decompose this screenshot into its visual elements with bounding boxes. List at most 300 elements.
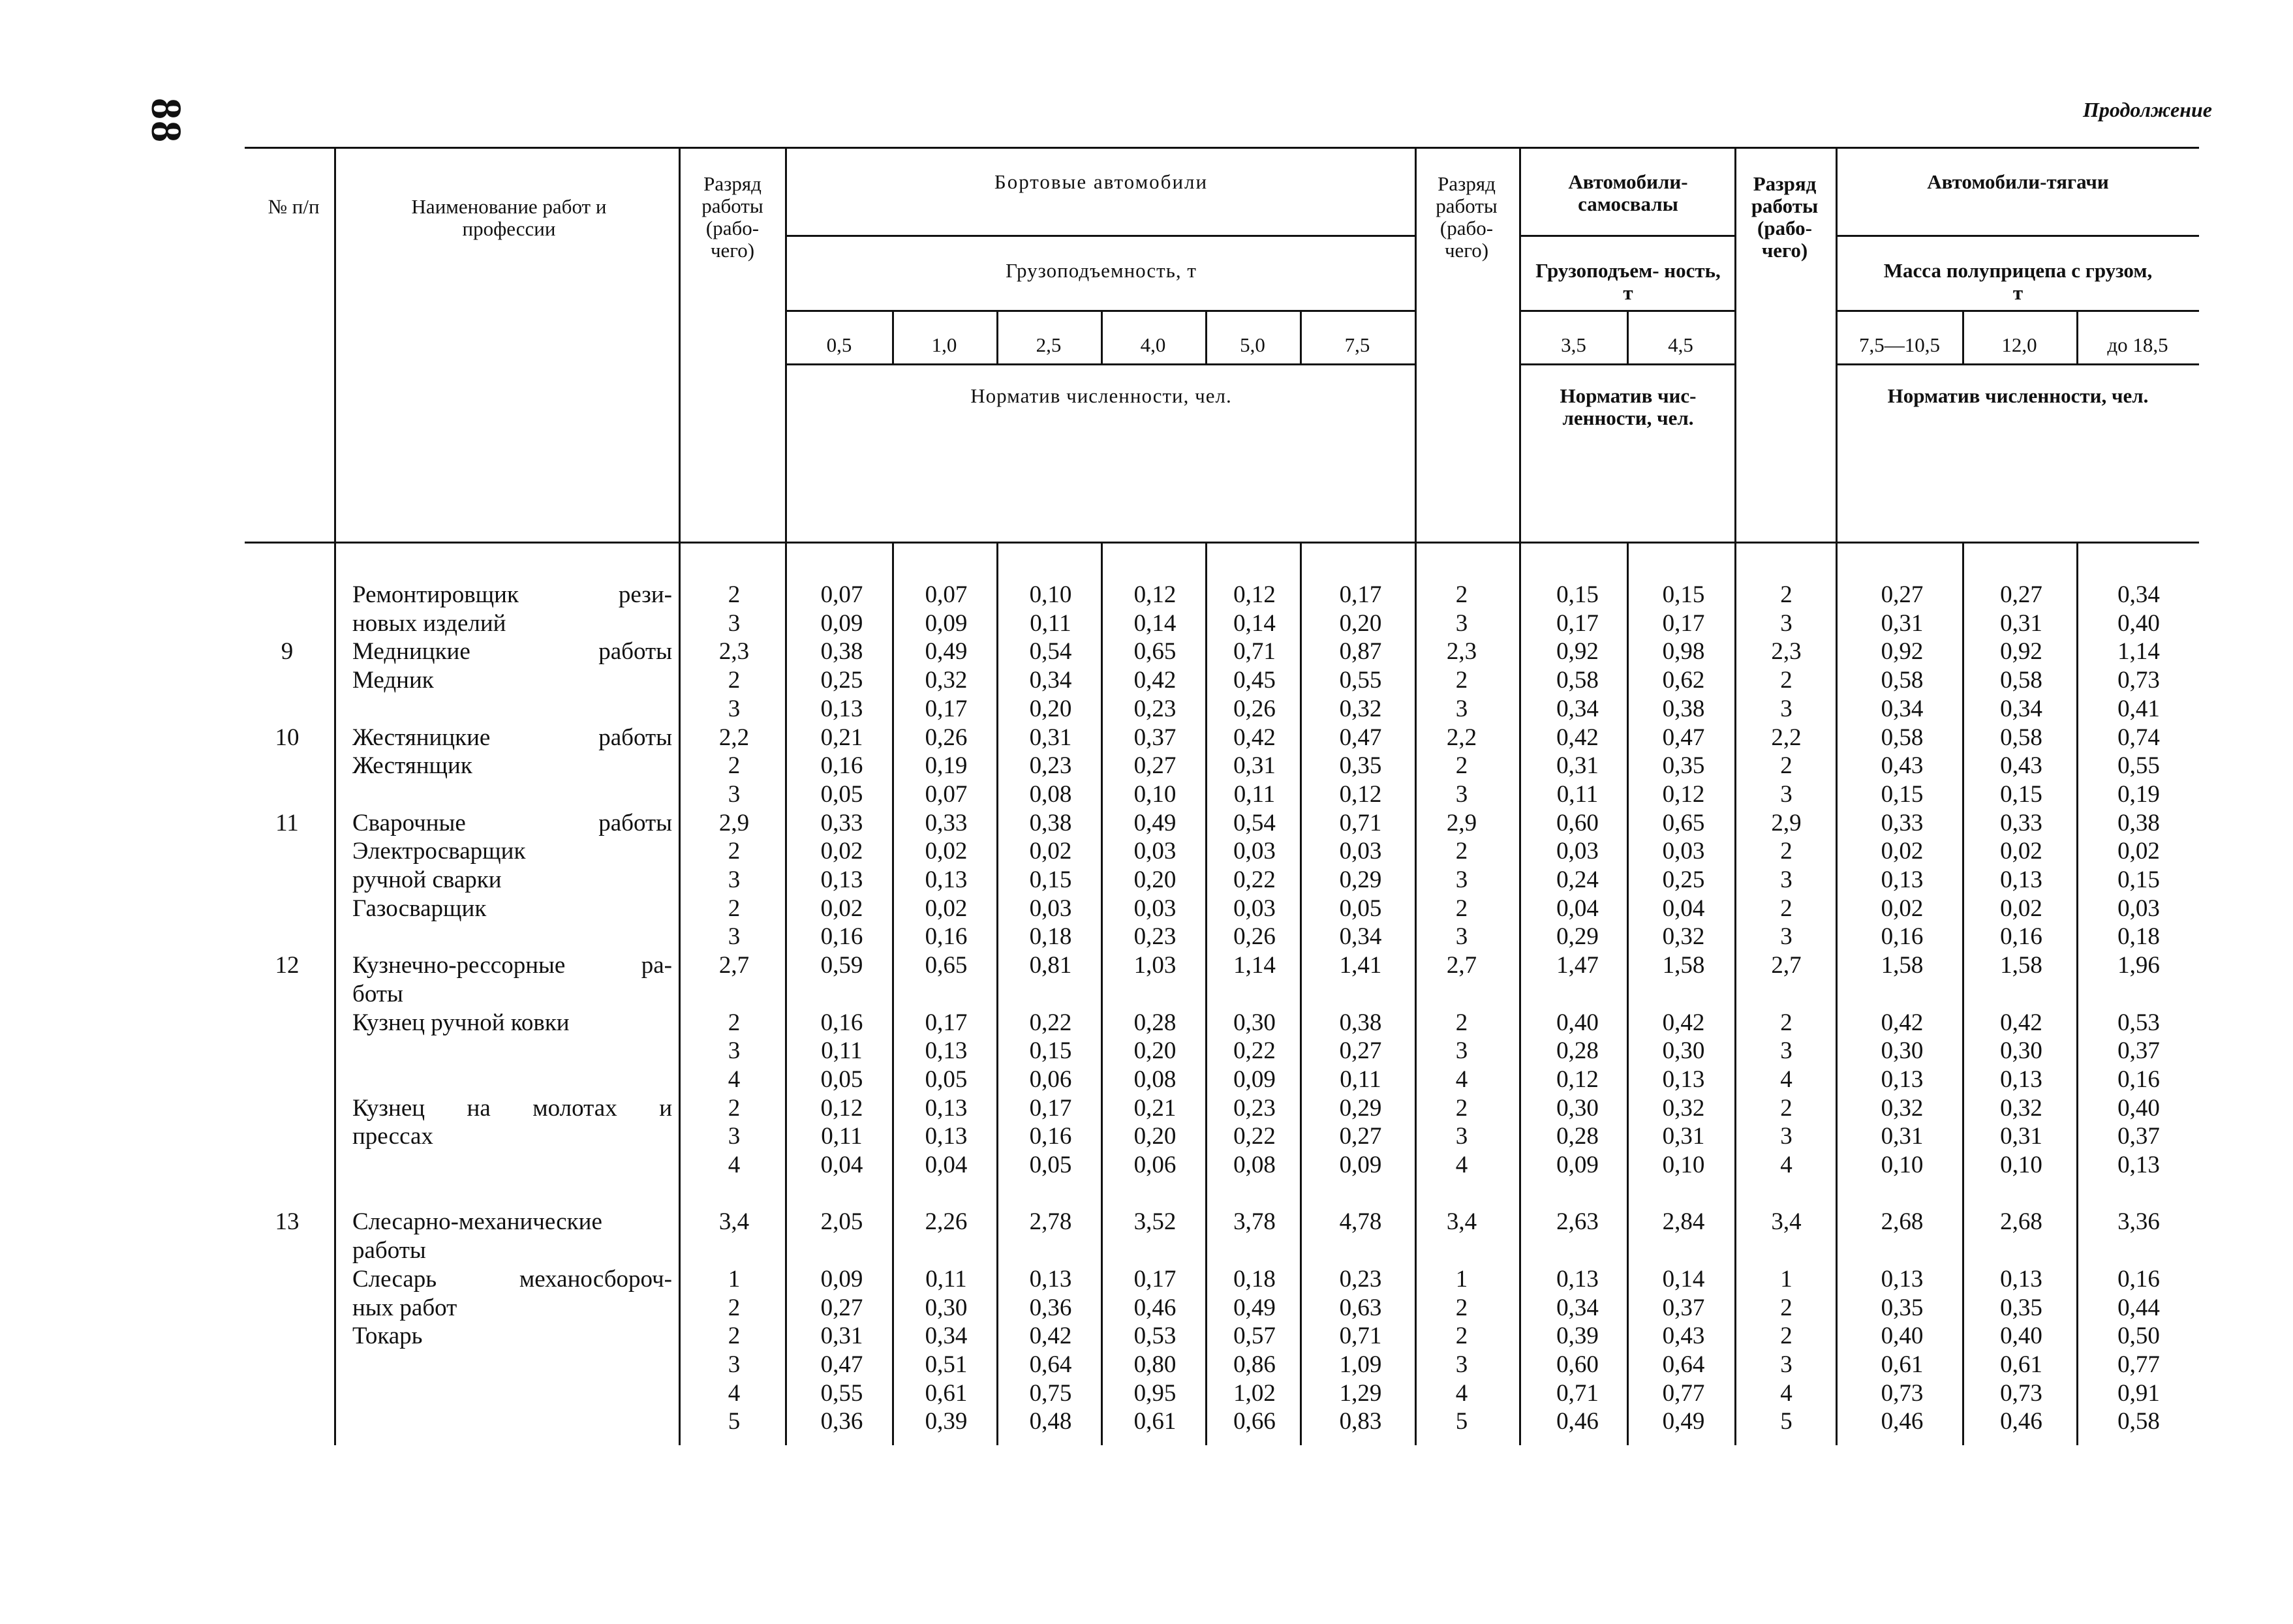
row-value: 0,28 [1556,1123,1599,1150]
row-value: 0,34 [1556,1294,1599,1321]
row-value: 0,64 [1029,1351,1072,1378]
row-value: 0,07 [925,581,968,608]
row-grade-tractor: 2 [1780,752,1793,780]
row-value: 0,22 [1233,1123,1276,1150]
row-value: 0,53 [2117,1009,2160,1036]
row-name: Медницкие работы [352,638,672,666]
table-row [0,1351,2293,1379]
row-grade-dump: 3 [1455,1037,1468,1065]
row-value: 0,02 [1029,838,1072,865]
row-value: 2,78 [1029,1208,1072,1236]
row-value: 0,65 [925,952,968,979]
row-value: 0,30 [1662,1037,1705,1065]
row-grade-flatbed: 4 [728,1152,741,1178]
row-name: новых изделий [352,609,506,637]
row-value: 0,27 [820,1294,863,1321]
row-value: 0,58 [1556,667,1599,694]
row-grade-flatbed: 2,3 [718,638,750,666]
row-value: 0,03 [1233,895,1276,922]
row-value: 0,15 [1556,581,1599,608]
table-row [0,1009,2293,1037]
row-grade-dump: 3 [1455,695,1468,722]
row-value: 0,30 [2000,1037,2042,1065]
row-value: 1,09 [1339,1351,1382,1378]
header-capacity: Грузоподъемность, т [1006,259,1197,282]
row-value: 0,65 [1133,638,1177,666]
row-value: 0,35 [1662,752,1705,780]
row-value: 0,92 [1556,638,1599,666]
row-grade-dump: 2,7 [1446,952,1477,979]
row-grade-dump: 3 [1455,609,1468,637]
row-value: 0,21 [820,724,863,751]
row-value: 0,07 [925,780,968,808]
row-value: 0,09 [1556,1152,1599,1178]
row-grade-tractor: 2 [1780,895,1793,922]
row-value: 0,27 [1881,581,1924,608]
row-value: 0,92 [1881,638,1924,666]
row-value: 1,96 [2117,952,2160,979]
row-grade-flatbed: 3 [728,1351,741,1378]
row-value: 0,16 [2117,1265,2160,1293]
row-grade-dump: 2 [1455,895,1468,922]
table-row [0,609,2293,638]
row-value: 0,59 [820,952,863,979]
row-value: 0,22 [1233,866,1276,893]
vrule-header-num [334,147,336,542]
row-value: 0,13 [1662,1065,1705,1093]
row-value: 3,36 [2117,1208,2160,1236]
table-row [0,895,2293,923]
row-value: 2,68 [1881,1208,1924,1236]
row-value: 0,16 [1881,923,1924,951]
row-value: 0,21 [1133,1094,1177,1122]
row-value: 0,07 [820,581,863,608]
row-value: 0,49 [1133,809,1177,836]
row-value: 0,12 [1662,780,1705,808]
row-value: 0,09 [820,1265,863,1293]
row-value: 0,09 [1233,1065,1276,1093]
row-value: 0,33 [1881,809,1924,836]
row-value: 0,60 [1556,809,1599,836]
row-value: 0,11 [925,1265,967,1293]
row-value: 0,20 [1029,695,1072,722]
row-value: 0,22 [1029,1009,1072,1036]
row-value: 1,02 [1233,1379,1276,1407]
row-value: 0,58 [2000,667,2042,694]
row-value: 0,41 [2117,695,2160,722]
row-grade-flatbed: 2 [728,1294,741,1321]
row-value: 0,16 [820,923,863,951]
table-row [0,923,2293,951]
row-grade-dump: 3 [1455,1351,1468,1378]
row-value: 0,74 [2117,724,2160,751]
table-row [0,1094,2293,1123]
row-value: 0,13 [820,866,863,893]
row-value: 0,40 [2117,1094,2160,1122]
row-name: Сварочные работы [352,809,672,836]
row-value: 0,02 [1881,838,1924,865]
cap-1-0: 1,0 [931,333,957,356]
row-value: 0,31 [1662,1123,1705,1150]
row-grade-dump: 2,2 [1446,724,1477,751]
row-grade-dump: 2 [1455,1094,1468,1122]
row-grade-dump: 2,3 [1446,638,1477,666]
row-grade-flatbed: 3 [728,923,741,951]
row-value: 0,13 [2117,1152,2160,1178]
row-grade-tractor: 2 [1780,1009,1793,1036]
row-grade-tractor: 3 [1780,695,1793,722]
row-value: 0,15 [2117,866,2160,893]
row-value: 0,15 [1662,581,1705,608]
row-value: 0,38 [1339,1009,1382,1036]
row-grade-dump: 1 [1455,1265,1468,1293]
header-dump-capacity: Грузоподъем- ность, т [1535,259,1721,304]
rule-caps-bottom-2 [1520,363,1736,365]
table-row [0,1407,2293,1436]
row-value: 0,92 [2000,638,2042,666]
row-value: 0,32 [1662,923,1705,951]
row-number: 9 [281,638,294,666]
row-value: 0,31 [1881,1123,1924,1150]
row-value: 0,19 [2117,780,2160,808]
row-value: 2,05 [820,1208,863,1236]
table-row [0,752,2293,780]
header-grade-2: Разряд работы (рабо- чего) [1436,172,1498,262]
cap-4-0: 4,0 [1140,333,1166,356]
norm-flatbed: Норматив численности, чел. [970,384,1232,407]
table-row [0,1294,2293,1323]
row-value: 0,05 [1029,1152,1072,1178]
row-value: 0,46 [1133,1294,1177,1321]
row-value: 0,04 [925,1152,968,1178]
row-value: 0,27 [2000,581,2042,608]
vrule-header-flatbed [1415,147,1417,542]
row-grade-flatbed: 5 [728,1408,741,1435]
row-value: 0,31 [1029,724,1072,751]
row-value: 0,13 [925,1037,968,1065]
row-value: 0,05 [1339,895,1382,922]
row-name: Кузнечно-рессорные ра- [352,952,672,979]
row-value: 1,14 [1233,952,1276,979]
cap-5-0: 5,0 [1240,333,1265,356]
row-name: Ремонтировщик рези- [352,581,672,608]
row-value: 0,19 [925,752,968,780]
row-value: 0,18 [2117,923,2160,951]
row-value: 0,20 [1133,866,1177,893]
row-value: 0,33 [2000,809,2042,836]
row-grade-flatbed: 3 [728,1123,741,1150]
row-name: Слесарь механосбороч- [352,1265,672,1293]
row-value: 0,43 [1881,752,1924,780]
row-value: 0,27 [1339,1123,1382,1150]
table-row [0,695,2293,724]
row-value: 0,10 [1133,780,1177,808]
row-value: 0,08 [1133,1065,1177,1093]
row-grade-flatbed: 3,4 [718,1208,750,1236]
row-name: Электросварщик [352,838,526,865]
header-flatbed: Бортовые автомобили [994,170,1208,193]
row-grade-dump: 3 [1455,866,1468,893]
table-row [0,866,2293,895]
row-value: 0,04 [1662,895,1705,922]
norm-dump: Норматив чис- ленности, чел. [1560,384,1697,429]
row-value: 0,12 [1133,581,1177,608]
row-value: 0,46 [1556,1408,1599,1435]
row-number: 11 [275,809,299,836]
row-value: 0,17 [1029,1094,1072,1122]
row-value: 0,16 [2117,1065,2160,1093]
row-value: 2,26 [925,1208,968,1236]
row-grade-tractor: 3 [1780,923,1793,951]
row-value: 0,32 [1662,1094,1705,1122]
row-grade-tractor: 2,9 [1771,809,1802,836]
row-value: 0,83 [1339,1408,1382,1435]
row-value: 2,68 [2000,1208,2042,1236]
norm-tractor: Норматив численности, чел. [1887,384,2149,407]
row-value: 0,17 [1339,581,1382,608]
row-value: 0,58 [2000,724,2042,751]
row-value: 0,10 [1029,581,1072,608]
row-value: 0,33 [820,809,863,836]
row-value: 0,81 [1029,952,1072,979]
row-grade-tractor: 3 [1780,780,1793,808]
row-value: 0,62 [1662,667,1705,694]
row-value: 0,32 [1339,695,1382,722]
row-grade-flatbed: 2 [728,838,741,865]
table-row [0,1208,2293,1236]
row-value: 0,35 [1339,752,1382,780]
row-value: 0,15 [1881,780,1924,808]
row-value: 0,54 [1233,809,1276,836]
row-value: 0,35 [2000,1294,2042,1321]
row-value: 0,14 [1133,609,1177,637]
row-value: 1,03 [1133,952,1177,979]
row-value: 0,34 [2000,695,2042,722]
row-value: 0,34 [1881,695,1924,722]
row-grade-dump: 2 [1455,752,1468,780]
row-value: 0,02 [820,895,863,922]
row-value: 0,49 [1233,1294,1276,1321]
row-grade-dump: 2 [1455,1294,1468,1321]
row-value: 0,64 [1662,1351,1705,1378]
cap-7-5: 7,5 [1344,333,1370,356]
row-value: 1,14 [2117,638,2160,666]
row-value: 0,10 [2000,1152,2042,1178]
row-grade-tractor: 4 [1780,1379,1793,1407]
row-value: 0,66 [1233,1408,1276,1435]
row-grade-flatbed: 2 [728,1323,741,1350]
row-grade-dump: 5 [1455,1408,1468,1435]
row-value: 0,87 [1339,638,1382,666]
row-grade-flatbed: 2 [728,752,741,780]
row-grade-tractor: 3 [1780,1123,1793,1150]
row-value: 0,15 [1029,866,1072,893]
row-value: 0,37 [2117,1123,2160,1150]
row-grade-tractor: 1 [1780,1265,1793,1293]
row-value: 0,11 [821,1037,863,1065]
table-row [0,1037,2293,1065]
row-value: 0,03 [1556,838,1599,865]
row-grade-tractor: 2,3 [1771,638,1802,666]
row-value: 0,15 [2000,780,2042,808]
row-value: 0,13 [1881,1065,1924,1093]
row-value: 0,14 [1233,609,1276,637]
row-grade-tractor: 5 [1780,1408,1793,1435]
row-value: 0,61 [1881,1351,1924,1378]
row-value: 0,06 [1133,1152,1177,1178]
rule-caps-bottom-3 [1837,363,2199,365]
row-grade-flatbed: 2 [728,667,741,694]
row-value: 0,30 [1233,1009,1276,1036]
row-value: 0,42 [1233,724,1276,751]
table-row [0,1322,2293,1351]
row-value: 0,08 [1233,1152,1276,1178]
row-grade-flatbed: 3 [728,695,741,722]
row-value: 0,33 [925,809,968,836]
row-name: прессах [352,1123,433,1150]
row-value: 0,73 [2000,1379,2042,1407]
row-grade-tractor: 3 [1780,1351,1793,1378]
table-row [0,951,2293,980]
row-value: 0,02 [820,838,863,865]
row-value: 0,86 [1233,1351,1276,1378]
row-value: 1,58 [2000,952,2042,979]
row-value: 0,53 [1133,1323,1177,1350]
row-grade-tractor: 3 [1780,866,1793,893]
row-value: 0,17 [925,695,968,722]
row-value: 0,18 [1233,1265,1276,1293]
row-value: 0,32 [925,667,968,694]
row-name: ручной сварки [352,866,502,893]
row-value: 0,61 [2000,1351,2042,1378]
row-grade-dump: 2 [1455,1323,1468,1350]
row-grade-dump: 3 [1455,923,1468,951]
row-grade-flatbed: 3 [728,1037,741,1065]
row-value: 0,34 [1339,923,1382,951]
row-value: 0,40 [2000,1323,2042,1350]
row-value: 0,28 [1133,1009,1177,1036]
row-name: Жестяницкие работы [352,724,672,751]
row-value: 0,39 [925,1408,968,1435]
row-value: 0,42 [1029,1323,1072,1350]
row-name: Слесарно-механические [352,1208,602,1236]
row-value: 0,55 [1339,667,1382,694]
table-row [0,837,2293,866]
row-value: 0,49 [1662,1408,1705,1435]
page-number: 88 [142,98,190,144]
row-value: 0,17 [1133,1265,1177,1293]
header-tractor: Автомобили-тягачи [1927,170,2109,193]
row-value: 0,31 [1881,609,1924,637]
rule-capacity-top [786,235,1416,237]
row-value: 0,10 [1662,1152,1705,1178]
row-value: 0,48 [1029,1408,1072,1435]
row-value: 0,61 [1133,1408,1177,1435]
cap-0-5: 0,5 [826,333,852,356]
row-value: 0,40 [1556,1009,1599,1036]
table-row [0,980,2293,1009]
row-value: 0,09 [820,609,863,637]
row-value: 0,13 [2000,866,2042,893]
row-value: 0,36 [1029,1294,1072,1321]
row-value: 0,47 [1339,724,1382,751]
header-grade-3: Разряд работы (рабо- чего) [1751,172,1819,262]
row-value: 0,28 [1556,1037,1599,1065]
row-grade-tractor: 3 [1780,609,1793,637]
row-value: 0,23 [1029,752,1072,780]
row-value: 0,13 [820,695,863,722]
row-name: боты [352,980,403,1007]
row-value: 0,54 [1029,638,1072,666]
rule-caps-top-3 [1837,310,2199,312]
row-value: 0,13 [1881,866,1924,893]
row-value: 0,09 [1339,1152,1382,1178]
table-row [0,1236,2293,1265]
row-value: 0,55 [2117,752,2160,780]
cap-dump-4-5: 4,5 [1668,333,1693,356]
row-value: 0,77 [2117,1351,2160,1378]
row-value: 0,30 [1881,1037,1924,1065]
row-value: 0,09 [925,609,968,637]
row-grade-flatbed: 4 [728,1065,741,1093]
row-value: 0,13 [925,1123,968,1150]
row-value: 0,23 [1133,695,1177,722]
row-value: 0,12 [1233,581,1276,608]
row-value: 0,38 [2117,809,2160,836]
row-value: 0,38 [1029,809,1072,836]
row-value: 0,35 [1881,1294,1924,1321]
row-value: 0,11 [1030,609,1071,637]
row-value: 0,47 [1662,724,1705,751]
row-grade-tractor: 2,2 [1771,724,1802,751]
row-value: 0,02 [2117,838,2160,865]
row-value: 0,16 [1029,1123,1072,1150]
row-value: 0,14 [1662,1265,1705,1293]
row-value: 0,23 [1339,1265,1382,1293]
row-value: 0,13 [2000,1065,2042,1093]
cap-dump-3-5: 3,5 [1561,333,1586,356]
header-name: Наименование работ и профессии [411,195,607,240]
header-trailer-mass: Масса полуприцепа с грузом, т [1883,259,2153,304]
continuation-label: Продолжение [2083,98,2212,121]
row-value: 0,20 [1133,1037,1177,1065]
row-value: 0,42 [1556,724,1599,751]
row-value: 0,71 [1233,638,1276,666]
row-value: 0,03 [1339,838,1382,865]
row-grade-tractor: 4 [1780,1065,1793,1093]
table-row [0,666,2293,695]
row-value: 0,26 [1233,695,1276,722]
row-value: 0,25 [820,667,863,694]
row-value: 0,73 [1881,1379,1924,1407]
row-value: 0,13 [1029,1265,1072,1293]
row-value: 0,03 [1133,838,1177,865]
row-value: 0,38 [1662,695,1705,722]
row-value: 0,11 [1556,780,1599,808]
row-value: 0,02 [925,895,968,922]
vrule-header-name [679,147,681,542]
row-value: 0,49 [925,638,968,666]
row-value: 3,78 [1233,1208,1276,1236]
row-value: 0,13 [925,1094,968,1122]
row-value: 1,47 [1556,952,1599,979]
row-value: 0,73 [2117,667,2160,694]
row-value: 4,78 [1339,1208,1382,1236]
row-name: работы [352,1237,426,1264]
row-value: 1,41 [1339,952,1382,979]
row-grade-flatbed: 2,2 [718,724,750,751]
row-value: 0,17 [1662,609,1705,637]
